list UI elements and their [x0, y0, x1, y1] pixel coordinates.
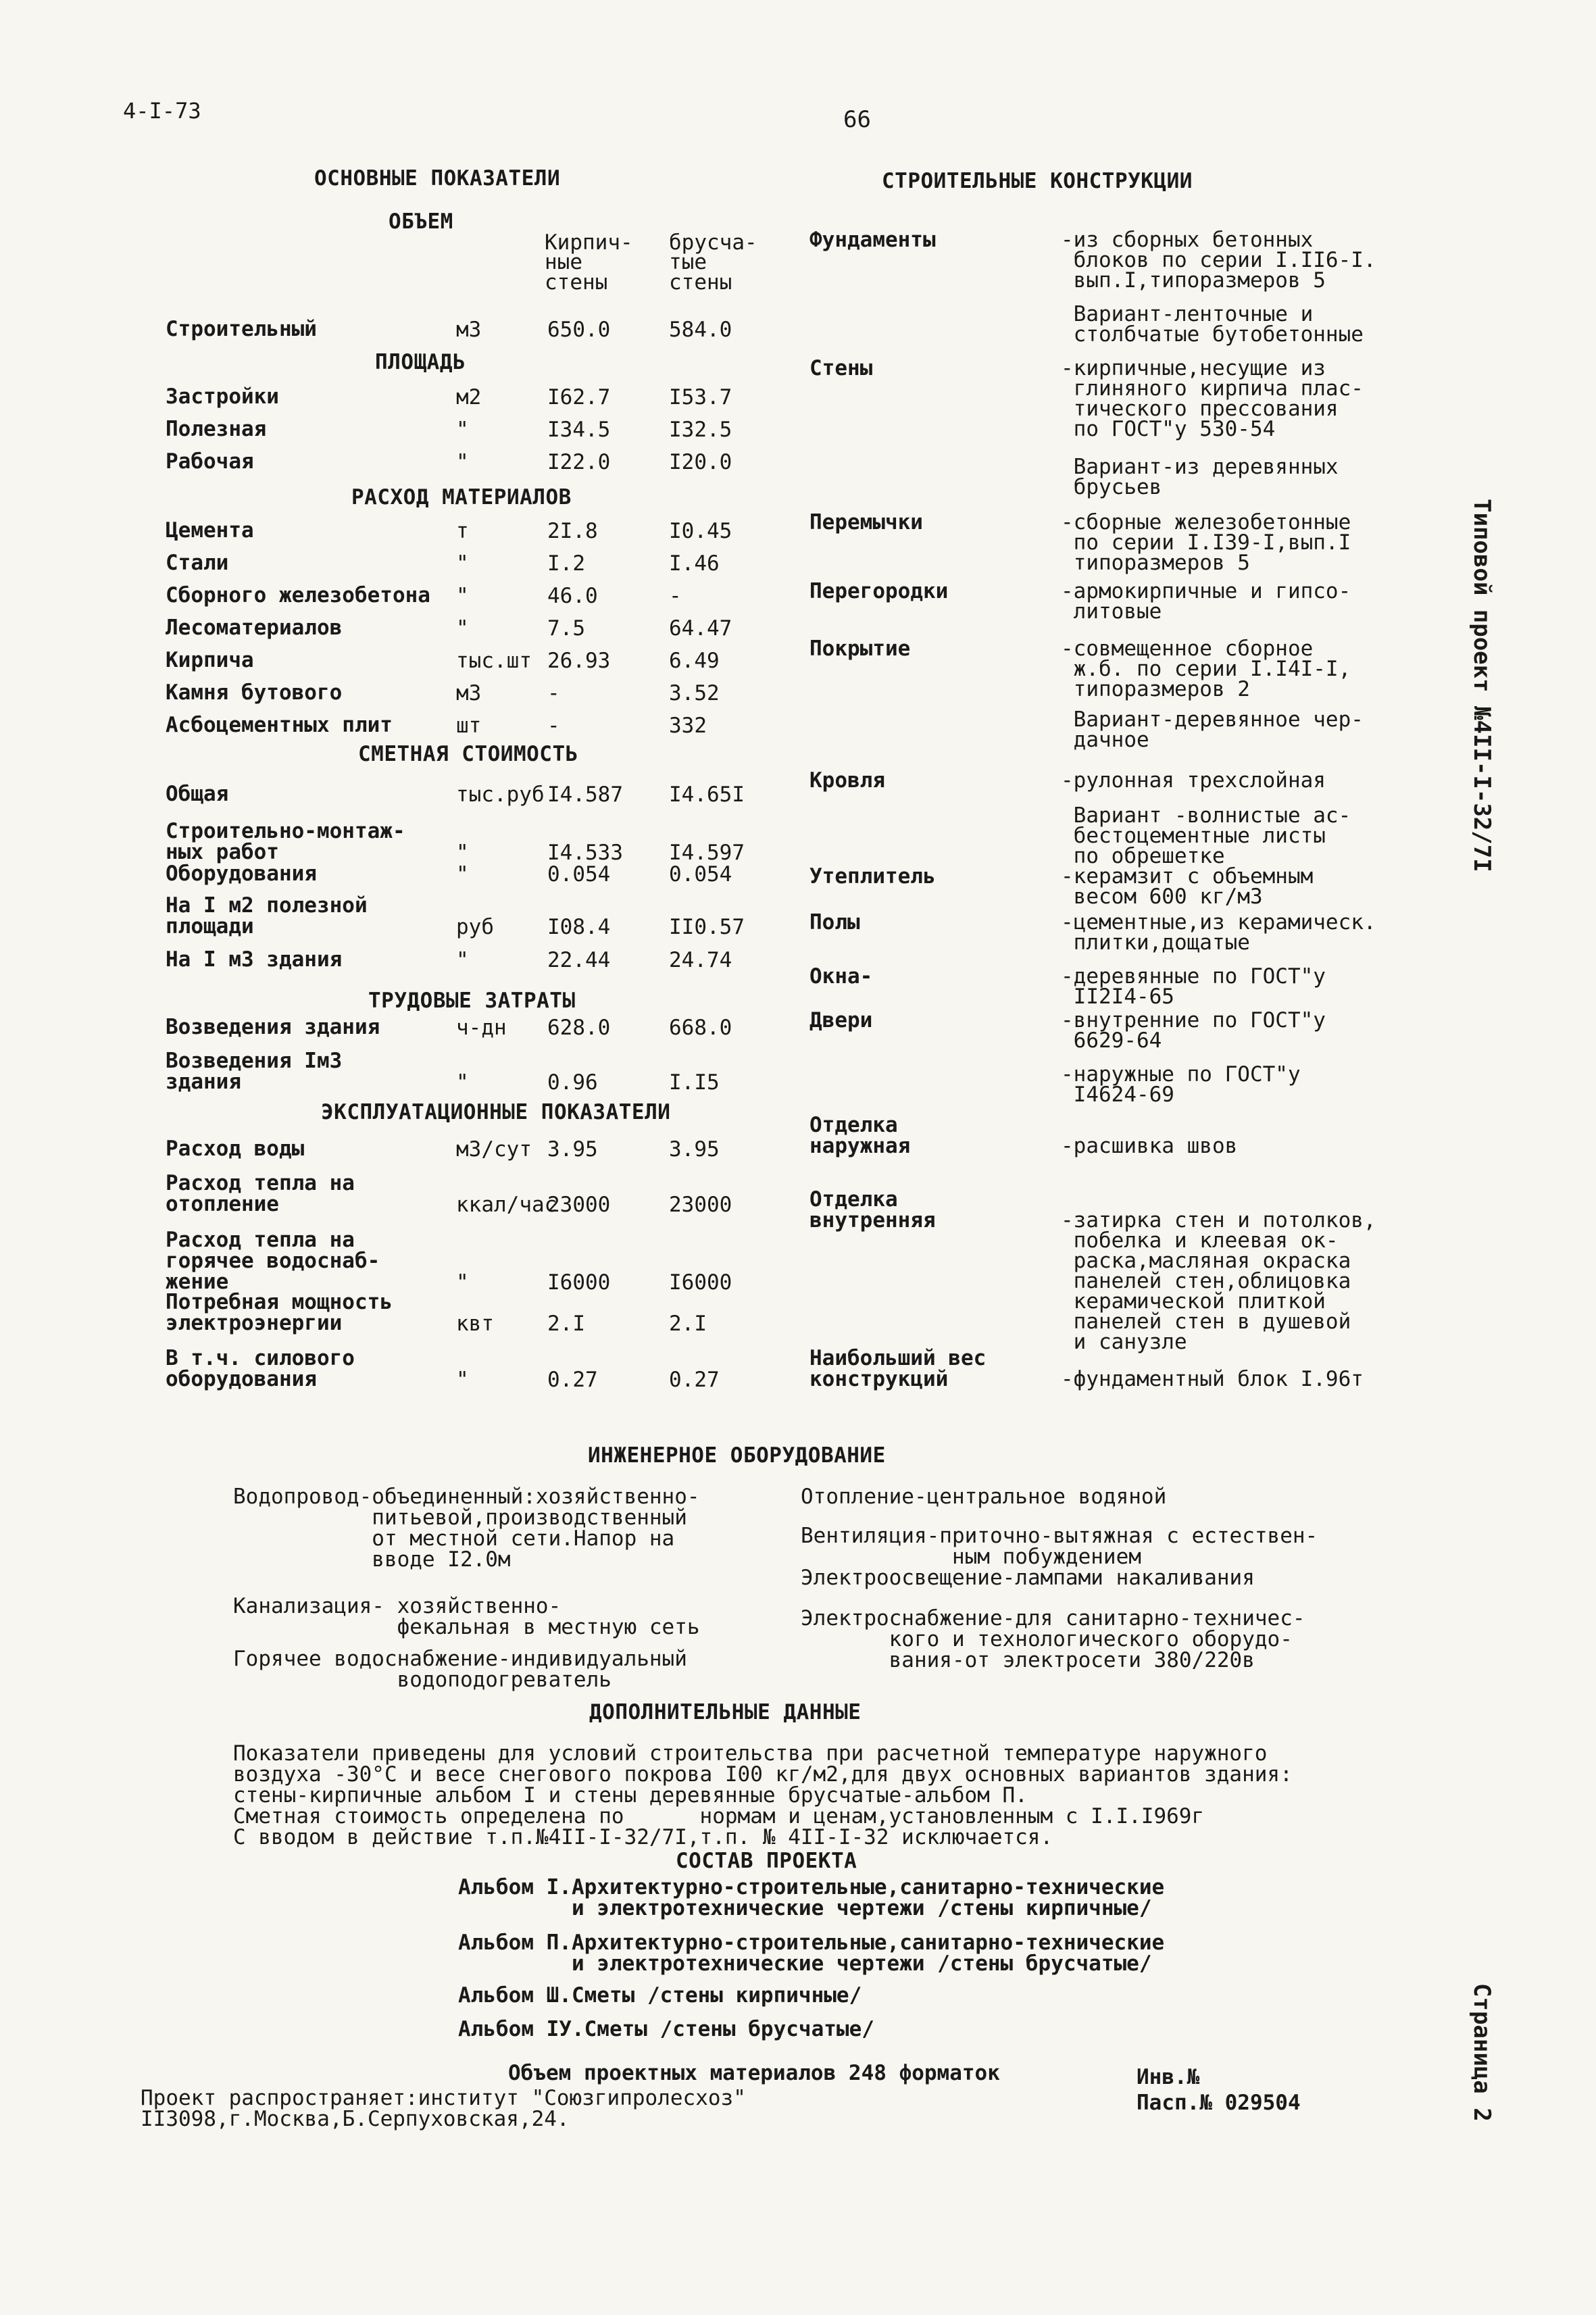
construction-name: Перегородки — [809, 579, 949, 603]
construction-value: Вариант-ленточные и столбчатые бутобетонные — [1073, 302, 1364, 347]
indicator-unit: м3 — [456, 681, 482, 705]
main-indicators-title: ОСНОВНЫЕ ПОКАЗАТЕЛИ — [314, 166, 561, 191]
volume-line: Объем проектных материалов 248 форматок — [508, 2061, 1000, 2085]
construction-name: Отделка наружная — [809, 1113, 911, 1158]
construction-value: -из сборных бетонных блоков по серии I.II6-I. вып.I,типоразмеров 5 — [1061, 228, 1376, 293]
indicator-value-brick: I34.5 — [547, 418, 611, 442]
indicator-value-brick: 26.93 — [547, 649, 611, 673]
indicator-value-timber: I32.5 — [669, 418, 732, 442]
indicator-name: Камня бутового — [166, 680, 343, 705]
side-title: Типовой проект №4II-I-32/7I — [1468, 499, 1495, 872]
construction-value: -армокирпичные и гипсо- литовые — [1061, 579, 1351, 624]
distributor-text: Проект распространяет:институт "Союзгипролесхоз" II3098,г.Москва,Б.Серпуховская,24. — [141, 2086, 746, 2131]
indicator-value-brick: I6000 — [547, 1270, 611, 1295]
indicator-value-timber: 2.I — [669, 1312, 707, 1336]
indicator-value-brick: 650.0 — [547, 318, 611, 342]
indicator-unit: шт — [456, 714, 482, 738]
indicator-value-timber: 3.95 — [669, 1137, 720, 1162]
construction-name: Перемычки — [809, 510, 923, 534]
indicator-value-timber: I.46 — [669, 551, 720, 576]
indicator-value-timber: 64.47 — [669, 616, 732, 641]
section-title: СМЕТНАЯ СТОИМОСТЬ — [358, 742, 578, 766]
indicator-value-brick: I22.0 — [547, 450, 611, 474]
indicator-name: Оборудования — [166, 862, 317, 886]
indicator-name: Расход воды — [166, 1137, 305, 1161]
indicator-value-brick: 2I.8 — [547, 519, 598, 543]
album-item: Альбом IУ.Сметы /стены брусчатые/ — [458, 2017, 874, 2041]
indicator-value-timber: I0.45 — [669, 519, 732, 543]
indicator-unit: м3/сут — [456, 1137, 532, 1162]
construction-name: Наибольший вес конструкций — [809, 1346, 987, 1391]
indicator-value-timber: I.I5 — [669, 1070, 720, 1095]
indicator-unit: " — [456, 418, 469, 442]
indicator-value-timber: 3.52 — [669, 681, 720, 705]
indicator-name: Асбоцементных плит — [166, 713, 393, 737]
construction-name: Отделка внутренняя — [809, 1187, 936, 1233]
indicator-value-brick: I08.4 — [547, 915, 611, 939]
album-item: Альбом Ш.Сметы /стены кирпичные/ — [458, 1983, 862, 2008]
indicator-value-brick: 0.054 — [547, 862, 611, 887]
additional-text: Показатели приведены для условий строительства при расчетной температуре наружного воздуха -30°С и весе снегового покрова I00 кг/м2,для двух основных вариантов здания: стены-кирпичные альбом I и стены деревянные брусчатые-альбом П. Сметная стоимость определена по нормам и ценам,установленным с I.I.I969г С вводом в действие т.п.№4II-I-32/7I,т.п. № 4II-I-32 исключается. — [233, 1741, 1293, 1849]
engineering-item: Горячее водоснабжение-индивидуальный водоподогреватель — [233, 1647, 687, 1692]
construction-value: Вариант-из деревянных брусьев — [1073, 455, 1339, 500]
passport-number: Пасп.№ 029504 — [1137, 2091, 1301, 2115]
indicator-unit: " — [456, 616, 469, 641]
indicator-unit: " — [456, 1368, 469, 1392]
indicator-name: Кирпича — [166, 648, 254, 672]
construction-value: -внутренние по ГОСТ"у 6629-64 — [1061, 1008, 1326, 1053]
construction-value: Вариант-деревянное чер- дачное — [1073, 707, 1364, 753]
construction-value: -цементные,из керамическ. плитки,дощатые — [1061, 910, 1376, 955]
construction-value: -расшивка швов — [1061, 1134, 1238, 1158]
construction-value: -сборные железобетонные по серии I.I39-I,вып.I типоразмеров 5 — [1061, 510, 1351, 576]
indicator-value-brick: 2.I — [547, 1312, 585, 1336]
indicator-unit: " — [456, 862, 469, 887]
column-header-brick: Кирпич- ные стены — [545, 230, 633, 295]
indicator-unit: " — [456, 551, 469, 576]
construction-name: Покрытие — [809, 637, 911, 661]
indicator-unit: " — [456, 1270, 469, 1295]
section-title: ТРУДОВЫЕ ЗАТРАТЫ — [368, 989, 576, 1013]
indicator-value-brick: I4.533 — [547, 841, 623, 865]
indicator-name: Возведения Iм3 здания — [166, 1049, 343, 1094]
indicator-unit: " — [456, 584, 469, 608]
construction-value: -рулонная трехслойная — [1061, 768, 1326, 793]
construction-name: Стены — [809, 356, 873, 380]
indicator-unit: т — [456, 519, 469, 543]
column-header-timber: брусча- тые стены — [669, 230, 757, 295]
indicator-name: На I м2 полезной площади — [166, 893, 368, 939]
indicator-value-timber: 0.27 — [669, 1368, 720, 1392]
indicator-unit: " — [456, 450, 469, 474]
indicator-value-timber: 332 — [669, 714, 707, 738]
construction-value: -кирпичные,несущие из глиняного кирпича плас- тического прессования по ГОСТ"у 530-54 — [1061, 356, 1364, 442]
construction-name: Полы — [809, 910, 860, 935]
indicator-unit: тыс.шт — [456, 649, 532, 673]
indicator-unit: ч-дн — [456, 1016, 507, 1040]
page-number: 66 — [843, 106, 871, 133]
indicator-unit: тыс.руб — [456, 782, 545, 807]
indicator-value-timber: I4.65I — [669, 782, 745, 807]
album-item: Альбом I.Архитектурно-строительные,санитарно-технические и электротехнические чертежи /стены кирпичные/ — [458, 1875, 1165, 1920]
indicator-value-timber: 6.49 — [669, 649, 720, 673]
additional-title: ДОПОЛНИТЕЛЬНЫЕ ДАННЫЕ — [589, 1700, 862, 1724]
indicator-value-timber: I20.0 — [669, 450, 732, 474]
indicator-value-brick: - — [547, 681, 560, 705]
indicator-value-timber: - — [669, 584, 682, 608]
indicator-value-timber: 0.054 — [669, 862, 732, 887]
indicator-name: Лесоматериалов — [166, 616, 343, 640]
indicator-unit: руб — [456, 915, 494, 939]
section-title: ОБЪЕМ — [389, 209, 453, 234]
indicator-name: Общая — [166, 782, 229, 806]
document-code: 4-I-73 — [123, 98, 201, 124]
album-item: Альбом П.Архитектурно-строительные,санитарно-технические и электротехнические чертежи /стены брусчатые/ — [458, 1931, 1165, 1976]
construction-name: Кровля — [809, 768, 885, 793]
indicator-value-brick: 23000 — [547, 1193, 611, 1217]
indicator-value-timber: I4.597 — [669, 841, 745, 865]
indicator-value-brick: I.2 — [547, 551, 585, 576]
section-title: ЭКСПЛУАТАЦИОННЫЕ ПОКАЗАТЕЛИ — [321, 1100, 671, 1124]
indicator-value-timber: 668.0 — [669, 1016, 732, 1040]
indicator-value-brick: 22.44 — [547, 948, 611, 972]
indicator-name: В т.ч. силового оборудования — [166, 1346, 355, 1391]
indicator-name: Полезная — [166, 417, 267, 441]
indicator-name: Потребная мощность электроэнергии — [166, 1290, 393, 1335]
indicator-name: Строительный — [166, 317, 317, 341]
construction-value: -совмещенное сборное ж.б. по серии I.I4I-I, типоразмеров 2 — [1061, 637, 1351, 702]
indicator-name: Стали — [166, 551, 229, 575]
indicator-unit: ккал/час — [456, 1193, 557, 1217]
indicator-value-brick: 628.0 — [547, 1016, 611, 1040]
constructions-title: СТРОИТЕЛЬНЫЕ КОНСТРУКЦИИ — [882, 169, 1193, 193]
construction-name: Окна- — [809, 964, 873, 989]
section-title: ПЛОЩАДЬ — [375, 350, 466, 374]
indicator-name: Застройки — [166, 384, 279, 409]
indicator-value-timber: II0.57 — [669, 915, 745, 939]
indicator-value-timber: 584.0 — [669, 318, 732, 342]
indicator-name: Расход тепла на отопление — [166, 1171, 355, 1216]
indicator-unit: квт — [456, 1312, 494, 1336]
indicator-value-brick: I62.7 — [547, 385, 611, 409]
side-page-label: Страница 2 — [1468, 1983, 1495, 2122]
indicator-name: Цемента — [166, 518, 254, 543]
construction-value: -наружные по ГОСТ"у I4624-69 — [1061, 1062, 1301, 1107]
indicator-value-timber: 23000 — [669, 1193, 732, 1217]
construction-name: Утеплитель — [809, 864, 936, 889]
indicator-value-brick: 0.27 — [547, 1368, 598, 1392]
indicator-unit: " — [456, 1070, 469, 1095]
indicator-name: Рабочая — [166, 449, 254, 474]
indicator-value-timber: I6000 — [669, 1270, 732, 1295]
indicator-unit: " — [456, 948, 469, 972]
indicator-name: На I м3 здания — [166, 947, 343, 972]
indicator-unit: м2 — [456, 385, 482, 409]
construction-name: Двери — [809, 1008, 873, 1032]
indicator-value-brick: 46.0 — [547, 584, 598, 608]
composition-title: СОСТАВ ПРОЕКТА — [676, 1849, 857, 1873]
engineering-item: Электроснабжение-для санитарно-техничес- кого и технологического оборудо- вания-от электросети 380/220в — [801, 1606, 1305, 1672]
engineering-item: Отопление-центральное водяной — [801, 1485, 1167, 1509]
indicator-unit: м3 — [456, 318, 482, 342]
indicator-unit: " — [456, 841, 469, 865]
indicator-value-brick: - — [547, 714, 560, 738]
inventory-number: Инв.№ — [1137, 2065, 1200, 2089]
engineering-item: Вентиляция-приточно-вытяжная с естествен- ным побуждением — [801, 1524, 1318, 1569]
indicator-name: Сборного железобетона — [166, 583, 430, 607]
construction-name: Фундаменты — [809, 228, 936, 252]
construction-value: -фундаментный блок I.96т — [1061, 1367, 1364, 1391]
indicator-value-brick: 3.95 — [547, 1137, 598, 1162]
engineering-item: Электроосвещение-лампами накаливания — [801, 1566, 1255, 1590]
indicator-value-brick: 0.96 — [547, 1070, 598, 1095]
construction-value: -затирка стен и потолков, побелка и клеевая ок- раска,масляная окраска панелей стен,облицовка керамической плиткой панелей стен в душевой и санузле — [1061, 1208, 1376, 1355]
indicator-value-brick: I4.587 — [547, 782, 623, 807]
indicator-name: Возведения здания — [166, 1015, 380, 1039]
engineering-item: Канализация- хозяйственно- фекальная в местную сеть — [233, 1594, 700, 1639]
indicator-value-timber: I53.7 — [669, 385, 732, 409]
engineering-item: Водопровод-объединенный:хозяйственно- питьевой,производственный от местной сети.Напор на вводе I2.0м — [233, 1485, 700, 1572]
indicator-value-brick: 7.5 — [547, 616, 585, 641]
construction-value: -керамзит с объемным весом 600 кг/м3 — [1061, 864, 1314, 910]
indicator-name: Расход тепла на горячее водоснаб- жение — [166, 1228, 380, 1294]
indicator-value-timber: 24.74 — [669, 948, 732, 972]
section-title: РАСХОД МАТЕРИАЛОВ — [351, 485, 572, 509]
construction-value: Вариант -волнистые ас- бестоцементные листы по обрешетке — [1073, 803, 1351, 869]
construction-value: -деревянные по ГОСТ"у II2I4-65 — [1061, 964, 1326, 1010]
indicator-name: Строительно-монтаж- ных работ — [166, 819, 405, 864]
engineering-title: ИНЖЕНЕРНОЕ ОБОРУДОВАНИЕ — [588, 1443, 886, 1468]
